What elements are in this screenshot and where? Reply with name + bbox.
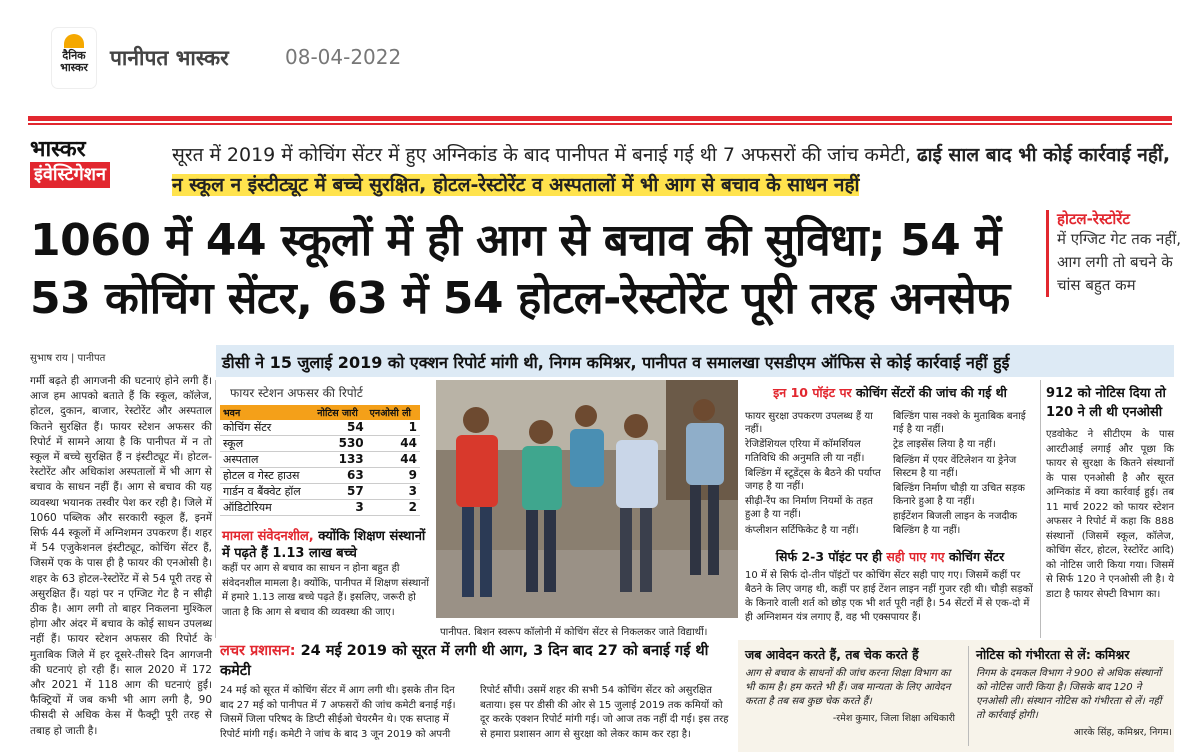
quote1-body: आग से बचाव के साधनों की जांच करना शिक्षा विभाग का भी काम है। हम करते भी हैं। जब मान्यता के लिए आवेदन करता है तब सब कुछ चेक करते हैं। bbox=[745, 668, 951, 707]
table-cell: 44 bbox=[367, 452, 420, 468]
table-cell: 63 bbox=[314, 468, 366, 484]
list-item: रेजिडेंशियल एरिया में कॉमर्शियल गतिविधि की अनुमति ली या नहीं। bbox=[745, 439, 865, 464]
lax-administration-section bbox=[220, 640, 730, 742]
notice-rti-section bbox=[1046, 384, 1174, 602]
quote2-heading: नोटिस को गंभीरता से लें: कमिश्नर bbox=[976, 647, 1130, 662]
quote1-signature: -रमेश कुमार, जिला शिक्षा अधिकारी bbox=[832, 713, 955, 724]
points-heading bbox=[745, 384, 1035, 401]
fire-report-table-box bbox=[220, 384, 428, 514]
points-list-right bbox=[893, 410, 1031, 539]
list-item: सीढ़ी-रैंप का निर्माण नियमों के तहत हुआ है या नहीं। bbox=[745, 496, 873, 521]
article-body-column: गर्मी बढ़ते ही आगजनी की घटनाएं होने लगी हैं। आज हम आपको बताते हैं कि स्कूल, कॉलेज, होटल, दुकान, बाजार, रेस्टोरेंट और अस्पताल कितने सुरक्षित हैं। फायर स्टेशन अफसर की रिपोर्ट में सामने आया है कि पानीपत में न तो स्कूल में बच्चे सुरक्षित हैं न इंस्टीट्यूट में। होटल-रेस्टोरेंट और अधिकांश अस्पतालों में भी आग से बचाव के साधन नहीं हैं। आग से बचाव की यह व्यवस्था भयानक तस्वीर पेश कर रही है। जिले में 1060 पब्लिक और सरकारी स्कूल हैं, इनमें सिर्फ 44 स्कूलों में अग्निशमन उपकरण हैं। शहर में 54 एजुकेशनल इंस्टीट्यूट, कोचिंग सेंटर हैं, जिसमें एक के पास ही है फायर की एनओसी है। शहर के 63 होटल-रेस्टोरेंट में से 54 पूरी तरह से असुरक्षित हैं। यहां पर न एग्जिट गेट है न सीढ़ी ठीक है। आग लगी तो बाहर निकलना मुश्किल होगा और अंदर में बचाव के कोई साधन उपलब्ध नहीं हैं। फायर स्टेशन अफसर की रिपोर्ट के मुताबिक जिले में हर दूसरे-तीसरे दिन आगजनी की घटनाएं हो रही हैं। साल 2020 में 172 और 2021 में 118 आग की घटनाएं हुईं। फैक्ट्रियों में जब कभी भी आग लगी है, 90 फीसदी से अधिक केस में फैक्ट्री पूरी तरह से तबाह हो जाती है। bbox=[30, 375, 212, 737]
quote-divider bbox=[968, 646, 969, 746]
table-header-building: भवन bbox=[220, 405, 314, 420]
list-item: बिल्डिंग निर्माण चौड़ी या उचित सड़क किनारे हुआ है या नहीं। bbox=[893, 483, 1025, 508]
publication-name[interactable]: पानीपत भास्कर bbox=[110, 46, 229, 70]
inspection-points bbox=[745, 384, 1035, 544]
table-cell: ऑडिटोरियम bbox=[220, 500, 314, 516]
table-cell: कोचिंग सेंटर bbox=[220, 420, 314, 436]
table-row bbox=[220, 500, 420, 516]
table-cell: 54 bbox=[314, 420, 366, 436]
logo-text-line1: दैनिक bbox=[62, 49, 86, 62]
table-cell: गार्डन व बैंक्वेट हॉल bbox=[220, 484, 314, 500]
intro-part1: सूरत में 2019 में कोचिंग सेंटर में हुए अग्निकांड के बाद पानीपत में बनाई गई थी 7 अफसरों की जांच कमेटी, bbox=[172, 144, 911, 166]
intro-deck bbox=[172, 140, 1182, 200]
byline: सुभाष राय | पानीपत bbox=[30, 353, 106, 364]
column-divider bbox=[1040, 380, 1041, 638]
top-divider bbox=[28, 116, 1172, 121]
table-row bbox=[220, 484, 420, 500]
sensitive-heading-rest: क्योंकि शिक्षण संस्थानों में पढ़ते हैं 1.13 लाख बच्चे bbox=[222, 529, 426, 561]
list-item: फायर सुरक्षा उपकरण उपलब्ध हैं या नहीं। bbox=[745, 411, 873, 436]
table-cell: 133 bbox=[314, 452, 366, 468]
list-item: ट्रेड लाइसेंस लिया है या नहीं। bbox=[893, 439, 996, 451]
sirf-heading-pre: सिर्फ 2-3 पॉइंट पर ही bbox=[775, 549, 882, 564]
badge-line2: इंवेस्टिगेशन bbox=[30, 162, 110, 188]
table-cell: 44 bbox=[367, 436, 420, 452]
table-title: फायर स्टेशन अफसर की रिपोर्ट bbox=[230, 386, 363, 400]
table-cell: 1 bbox=[367, 420, 420, 436]
table-cell: होटल व गेस्ट हाउस bbox=[220, 468, 314, 484]
partial-compliance-section bbox=[745, 548, 1035, 625]
students-photo bbox=[436, 380, 738, 618]
notice-rti-heading: 912 को नोटिस दिया तो 120 ने ली थी एनओसी bbox=[1046, 386, 1166, 420]
fire-report-table bbox=[220, 405, 420, 516]
notice-rti-body: एडवोकेट ने सीटीएम के पास आरटीआई लगाई और पूछा कि फायर से सुरक्षा के कितने संस्थानों के पास एनओसी है और सूरत अग्निकांड में क्या कार्रवाई हुई। तब 11 मार्च 2022 को फायर स्टेशन अफसर ने रिपोर्ट में कहा कि 888 संस्थानों (जिसमें स्कूल, कॉलेज, कोचिंग सेंटर, होटल, रेस्टोरेंट आदि) को नोटिस जारी किया गया। जिसमें से सिर्फ 120 ने एनओसी ली है। ये डाटा है फायर सेफ्टी विभाग का। bbox=[1046, 429, 1174, 600]
lax-admin-heading-rest: 24 मई 2019 को सूरत में लगी थी आग, 3 दिन बाद 27 को बनाई गई थी कमेटी bbox=[220, 643, 709, 679]
table-cell: 3 bbox=[314, 500, 366, 516]
table-cell: 2 bbox=[367, 500, 420, 516]
list-item: कंप्लीशन सर्टिफिकेट है या नहीं। bbox=[745, 524, 859, 536]
table-cell: 57 bbox=[314, 484, 366, 500]
sirf-heading-red: सही पाए गए bbox=[886, 549, 945, 564]
table-row bbox=[220, 468, 420, 484]
sensitive-heading bbox=[222, 528, 432, 562]
hotel-sidebar-heading: होटल-रेस्टोरेंट bbox=[1057, 210, 1130, 228]
quote2-body: निगम के दमकल विभाग ने 900 से अधिक संस्थानों को नोटिस जारी किया है। जिसके बाद 120 ने एनओसी ली। संस्थान नोटिस को गंभीरता से लें। नहीं तो कार्रवाई होगी। bbox=[976, 668, 1162, 721]
list-item: हाईटेंशन बिजली लाइन के नजदीक बिल्डिंग है या नहीं। bbox=[893, 511, 1018, 536]
intro-highlight: न स्कूल न इंस्टीट्यूट में बच्चे सुरक्षित, होटल-रेस्टोरेंट व अस्पतालों में भी आग से बचाव के साधन नहीं bbox=[172, 174, 860, 196]
quote2-signature: आरके सिंह, कमिश्नर, निगम। bbox=[1073, 727, 1172, 738]
list-item: बिल्डिंग पास नक्शे के मुताबिक बनाई गई है या नहीं। bbox=[893, 411, 1026, 436]
quote1-heading: जब आवेदन करते हैं, तब चेक करते हैं bbox=[745, 647, 919, 662]
points-list-left bbox=[745, 410, 883, 539]
column-divider bbox=[215, 380, 216, 638]
points-heading-red: इन 10 पॉइंट पर bbox=[773, 385, 852, 400]
hotel-sidebar bbox=[1046, 210, 1185, 297]
commissioner-quote bbox=[976, 646, 1172, 738]
education-officer-quote bbox=[745, 646, 955, 724]
table-cell: 3 bbox=[367, 484, 420, 500]
table-cell: स्कूल bbox=[220, 436, 314, 452]
logo-text-line2: भास्कर bbox=[60, 61, 88, 74]
dainik-bhaskar-logo[interactable] bbox=[52, 28, 96, 88]
sensitive-issue-section bbox=[222, 528, 432, 620]
intro-part2: ढाई साल बाद भी कोई कार्रवाई नहीं, bbox=[916, 144, 1171, 166]
partial-compliance-heading bbox=[745, 548, 1035, 565]
table-row bbox=[220, 436, 420, 452]
points-heading-rest: कोचिंग सेंटरों की जांच की गई थी bbox=[856, 385, 1007, 400]
table-header-notice: नोटिस जारी bbox=[314, 405, 366, 420]
sirf-heading-post: कोचिंग सेंटर bbox=[948, 549, 1005, 564]
sensitive-heading-red: मामला संवेदनशील, bbox=[222, 529, 314, 544]
investigation-badge bbox=[30, 138, 158, 196]
main-headline: 1060 में 44 स्कूलों में ही आग से बचाव की सुविधा; 54 में 53 कोचिंग सेंटर, 63 में 54 होटल-रेस्टोरेंट पूरी तरह अनसेफ bbox=[30, 215, 1010, 324]
table-cell: अस्पताल bbox=[220, 452, 314, 468]
sensitive-body: कहीं पर आग से बचाव का साधन न होना बहुत ही संवेदनशील मामला है। क्योंकि, पानीपत में शिक्षण संस्थानों में हमारे 1.13 लाख बच्चे पढ़ते हैं। इसलिए, जरूरी हो जाता है कि आग से बचाव की व्यवस्था की जाए। bbox=[222, 563, 429, 618]
list-item: बिल्डिंग में स्टूडेंट्स के बैठने की पर्याप्त जगह है या नहीं। bbox=[745, 467, 881, 493]
badge-line1: भास्कर bbox=[30, 137, 86, 162]
students-photo-illustration bbox=[436, 380, 738, 618]
table-cell: 9 bbox=[367, 468, 420, 484]
hotel-sidebar-body: में एग्जिट गेट तक नहीं, आग लगी तो बचने के चांस बहुत कम bbox=[1057, 230, 1181, 294]
top-divider-thin bbox=[28, 123, 1172, 125]
lax-admin-heading-red: लचर प्रशासन: bbox=[220, 643, 296, 659]
table-header-noc: एनओसी ली bbox=[367, 405, 420, 420]
lax-admin-heading bbox=[220, 640, 730, 680]
table-row bbox=[220, 452, 420, 468]
table-row bbox=[220, 420, 420, 436]
table-cell: 530 bbox=[314, 436, 366, 452]
list-item: बिल्डिंग में एयर वेंटिलेशन या ड्रेनेज सिस्टम है या नहीं। bbox=[893, 454, 1017, 479]
sun-logo-icon bbox=[64, 34, 84, 48]
partial-compliance-body: 10 में से सिर्फ दो-तीन पॉइंटों पर कोचिंग सेंटर सही पाए गए। जिसमें कहीं पर बैठने के लिए जगह थी, कहीं पर हाई टेंशन लाइन नहीं गुजर रही थी। चौड़ी सड़कों के किनारे वाली शर्त को छोड़ एक भी शर्त पूरी नहीं है। 54 सेंटरों में से एक-दो में ही अग्निशमन यंत्र लगाए हैं, वह भी एक्सपायर हैं। bbox=[745, 570, 1033, 623]
photo-caption: पानीपत. बिशन स्वरूप कॉलोनी में कोचिंग सेंटर से निकलकर जाते विद्यार्थी। bbox=[440, 627, 708, 638]
subhead-strip-text: डीसी ने 15 जुलाई 2019 को एक्शन रिपोर्ट मांगी थी, निगम कमिश्नर, पानीपत व समालखा एसडीएम ऑफिस से कोई कार्रवाई नहीं हुई bbox=[222, 353, 1010, 372]
lax-admin-body: 24 मई को सूरत में कोचिंग सेंटर में आग लगी थी। इसके तीन दिन बाद 27 मई को पानीपत में 7 अफसरों की जांच कमेटी बनाई गई। जिसमें जिला परिषद के डिप्टी सीईओ चेयरमैन थे। एक सप्ताह में रिपोर्ट मांगी गई। कमेटी ने जांच के बाद 3 जून 2019 को अपनी रिपोर्ट सौंपी। उसमें शहर की सभी 54 कोचिंग सेंटर को असुरक्षित बताया। इस पर डीसी की ओर से 15 जुलाई 2019 तक कमियों को दूर करके एक्शन रिपोर्ट मांगी गई। जो आज तक नहीं दी गई। इस तरह से हमारा प्रशासन आग से सुरक्षा को लेकर काम कर रहा है। bbox=[220, 685, 729, 740]
publication-date: 08-04-2022 bbox=[285, 45, 402, 69]
